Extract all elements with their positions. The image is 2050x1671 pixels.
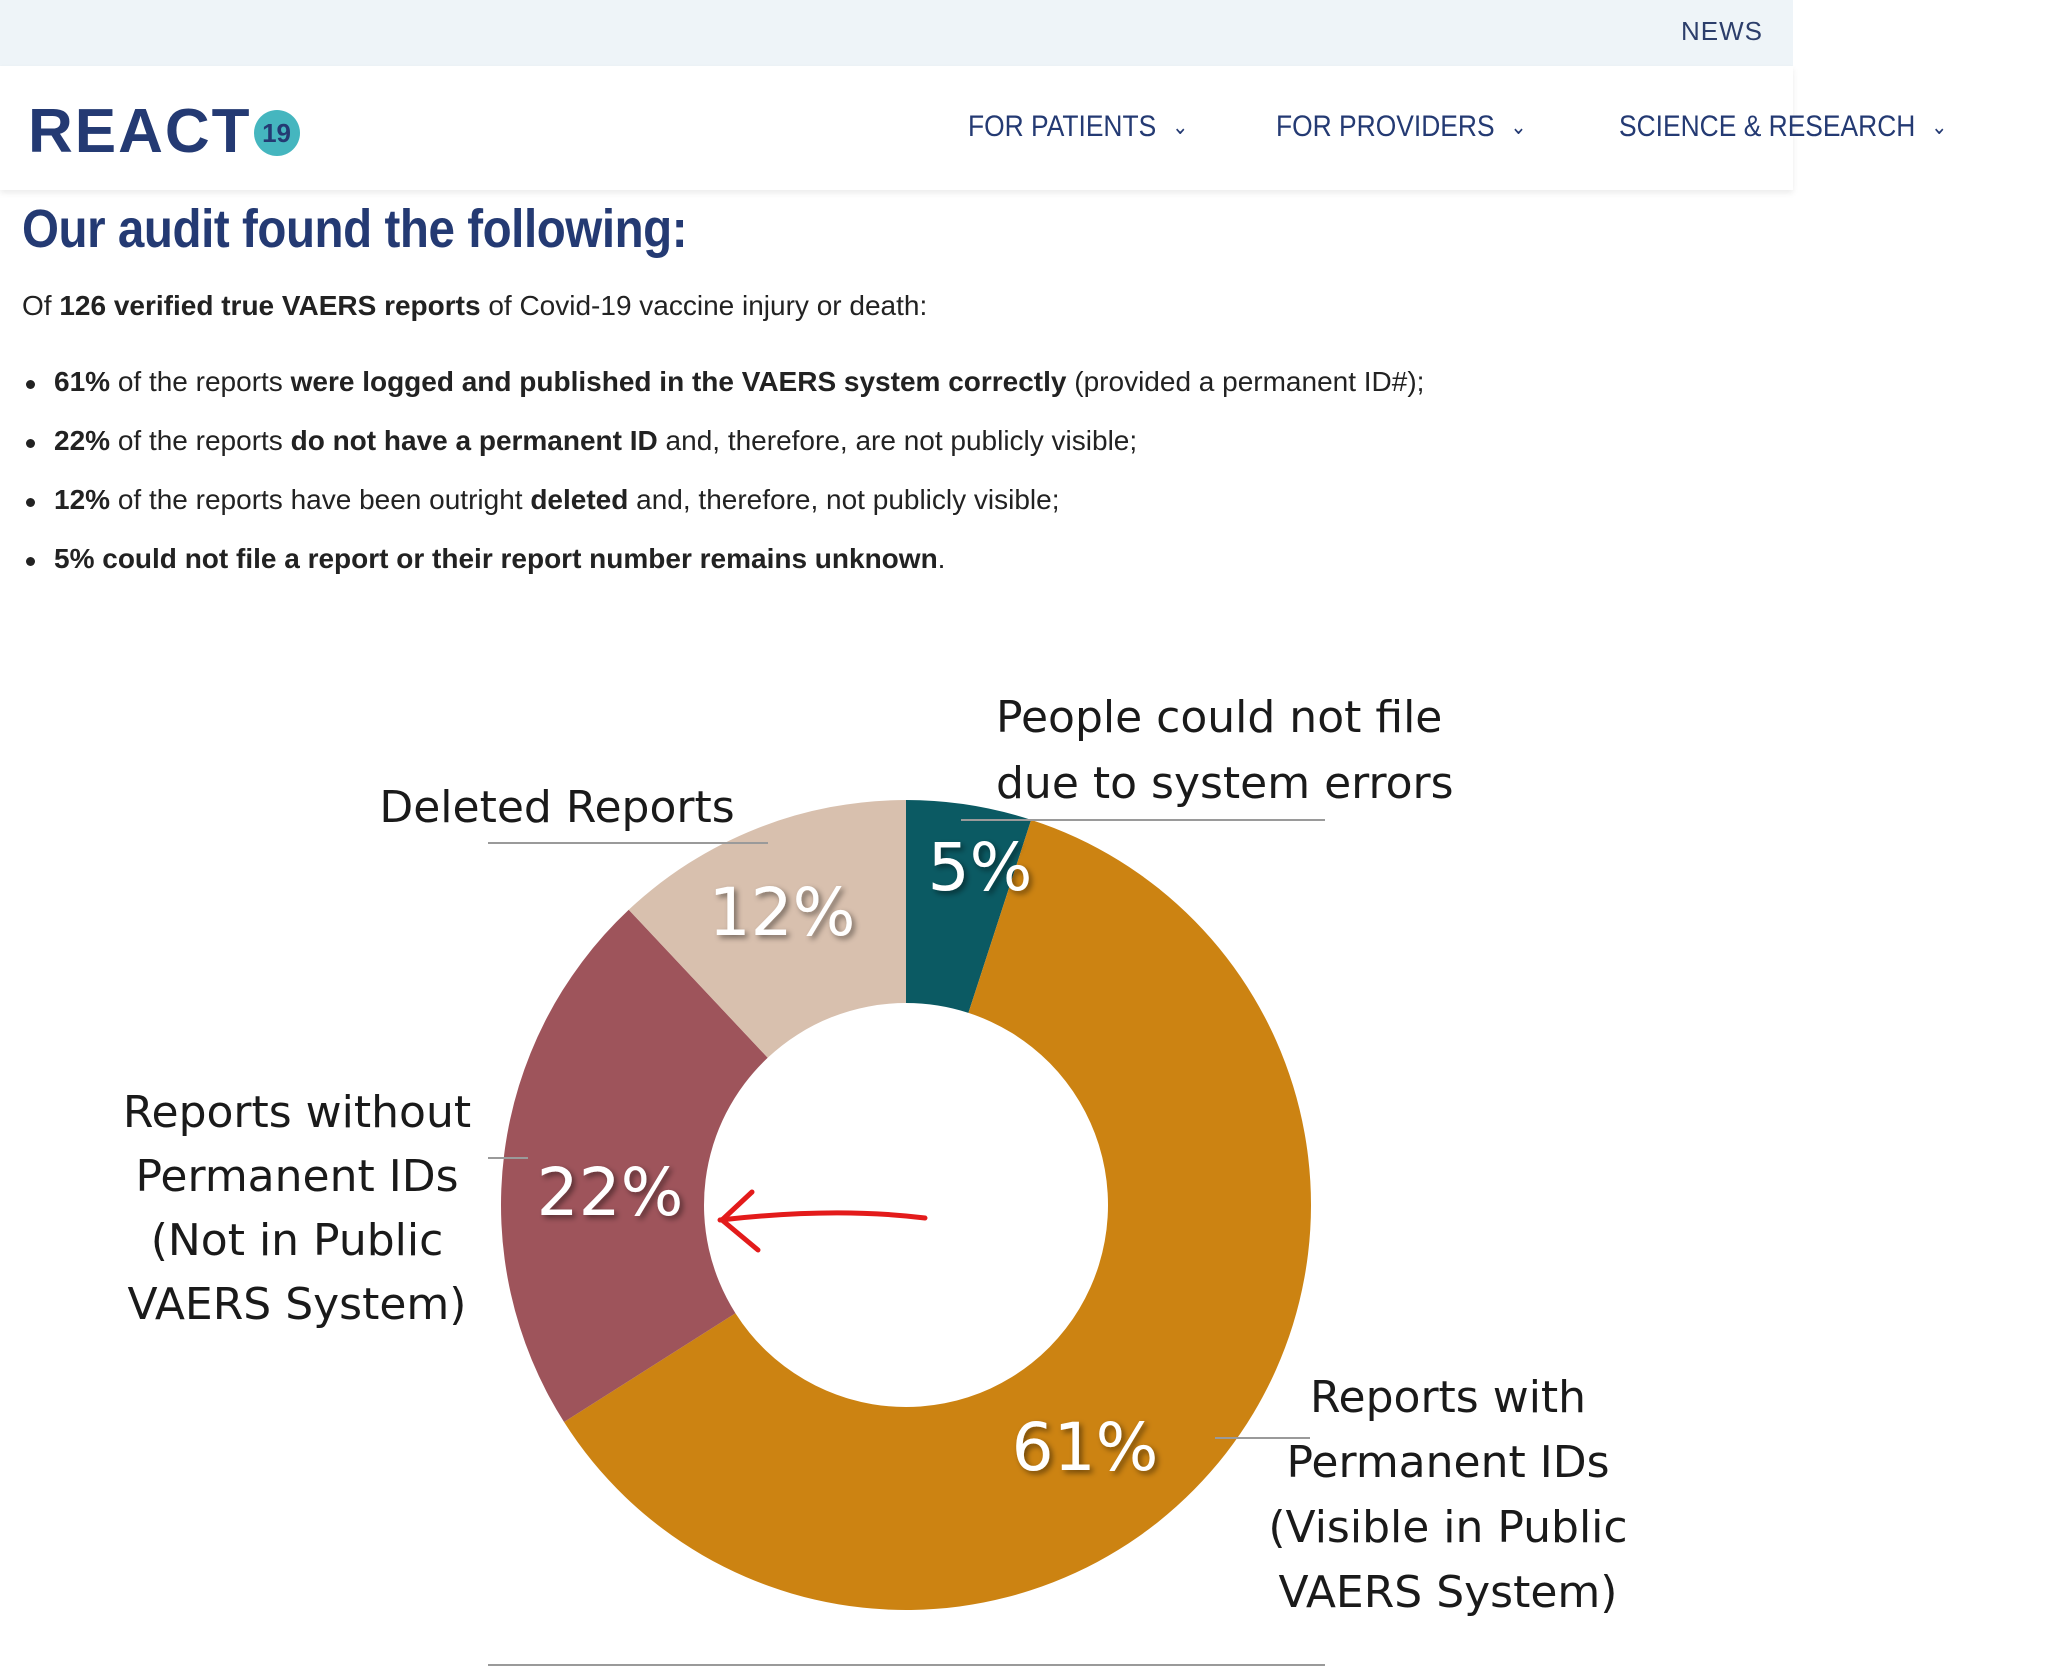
nav-label: FOR PATIENTS xyxy=(968,110,1157,143)
slice-value-label: 12% xyxy=(708,874,856,951)
finding-tail: (provided a permanent ID#); xyxy=(1066,366,1425,397)
finding-item xyxy=(22,484,1762,543)
finding-pct: 5% could not file a report or their report number remains unknown xyxy=(54,543,938,574)
slice-value-label: 22% xyxy=(536,1154,684,1231)
callout-reports-without-permanent-ids-not-in-public-vaers-system xyxy=(123,1087,471,1330)
main-navbar xyxy=(0,66,1948,190)
finding-pct: 22% xyxy=(54,425,111,456)
callout-line: Deleted Reports xyxy=(379,782,735,833)
callout-line: VAERS System) xyxy=(1278,1567,1618,1618)
finding-item xyxy=(22,543,1762,602)
finding-tail: . xyxy=(937,543,946,574)
callout-line: Permanent IDs xyxy=(135,1151,459,1202)
callout-line: (Not in Public xyxy=(150,1215,444,1266)
callout-line: VAERS System) xyxy=(127,1279,467,1330)
callout-line: People could not file xyxy=(996,692,1443,743)
slice-value-label: 61% xyxy=(1011,1409,1159,1486)
logo-text: REACT xyxy=(28,96,252,166)
finding-item xyxy=(22,366,1762,425)
page-title: Our audit found the following: xyxy=(22,199,688,259)
callout-line: Reports without xyxy=(122,1087,472,1138)
finding-text: of the reports xyxy=(110,366,291,397)
finding-text: of the reports xyxy=(110,425,291,456)
callout-line: Reports with xyxy=(1309,1372,1587,1423)
nav-for-providers[interactable] xyxy=(1276,110,1527,144)
callout-deleted-reports xyxy=(379,782,734,833)
chevron-down-icon: ⌄ xyxy=(1510,114,1527,139)
finding-pct: 12% xyxy=(54,484,111,515)
callout-reports-with-permanent-ids-visible-in-public-vaers-system xyxy=(1268,1372,1627,1618)
finding-tail: and, therefore, not publicly visible; xyxy=(628,484,1060,515)
nav-label: SCIENCE & RESEARCH xyxy=(1619,110,1916,143)
chevron-down-icon: ⌄ xyxy=(1172,114,1189,139)
finding-tail: and, therefore, are not publicly visible; xyxy=(657,425,1138,456)
findings-list xyxy=(22,366,1762,602)
finding-bold: do not have a permanent ID xyxy=(290,425,658,456)
chevron-down-icon: ⌄ xyxy=(1931,114,1948,139)
nav-science-research[interactable] xyxy=(1619,110,1947,144)
callout-line: Permanent IDs xyxy=(1286,1437,1610,1488)
finding-text: of the reports have been outright xyxy=(110,484,531,515)
nav-for-patients[interactable] xyxy=(968,110,1188,144)
react19-logo[interactable] xyxy=(28,96,300,166)
finding-pct: 61% xyxy=(54,366,111,397)
callout-people-could-not-file-due-to-system-errors xyxy=(996,692,1454,809)
intro-paragraph xyxy=(22,290,1762,322)
intro-bold: 126 verified true VAERS reports xyxy=(59,290,481,321)
donut-chart xyxy=(0,640,1793,1671)
intro-prefix: Of xyxy=(22,290,60,321)
news-link[interactable]: NEWS xyxy=(1681,16,1763,46)
red-arrow-annotation xyxy=(720,1213,925,1220)
logo-badge: 19 xyxy=(254,110,300,156)
top-utility-bar xyxy=(0,0,1793,66)
slice-value-label: 5% xyxy=(927,829,1033,906)
finding-bold: deleted xyxy=(530,484,629,515)
article-content xyxy=(22,190,1762,602)
intro-suffix: of Covid-19 vaccine injury or death: xyxy=(480,290,928,321)
callout-line: due to system errors xyxy=(996,758,1454,809)
finding-item xyxy=(22,425,1762,484)
nav-label: FOR PROVIDERS xyxy=(1276,110,1495,143)
finding-bold: were logged and published in the VAERS system correctly xyxy=(290,366,1067,397)
callout-line: (Visible in Public xyxy=(1268,1502,1628,1553)
donut-chart-svg xyxy=(0,640,1793,1671)
primary-nav xyxy=(968,110,2050,144)
